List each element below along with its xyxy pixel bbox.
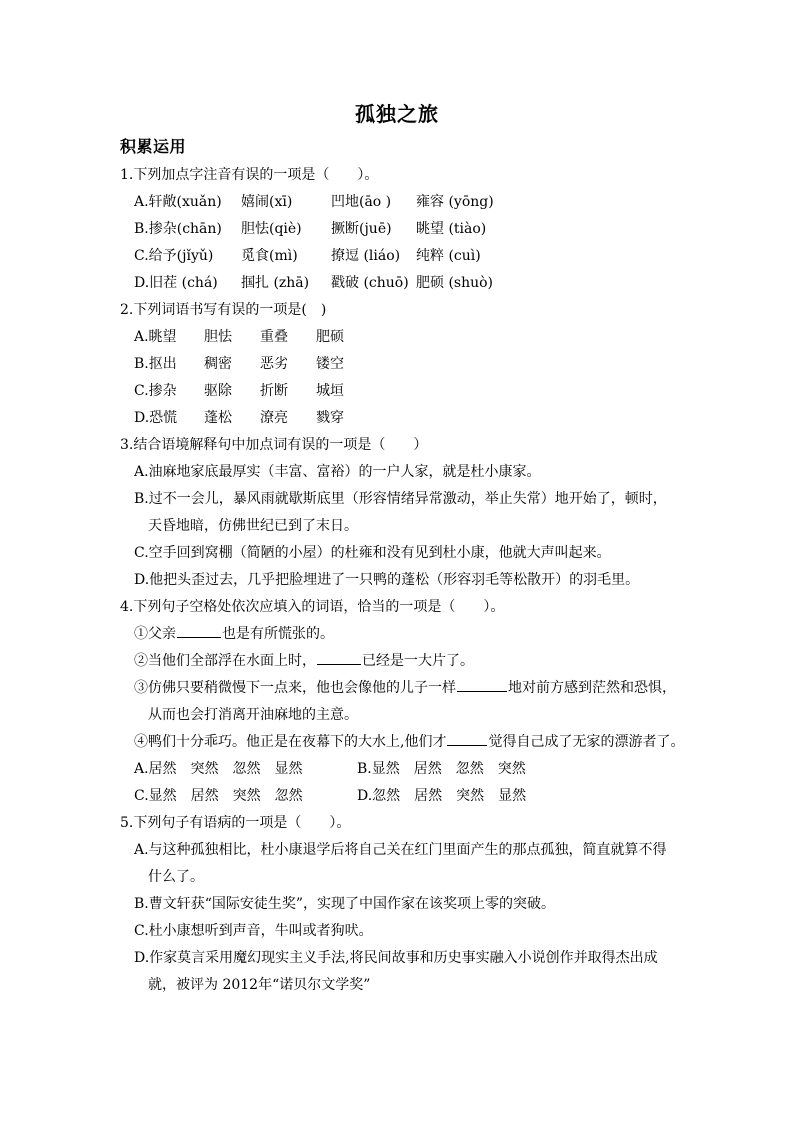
question-4 [120,594,685,810]
option-row-d [134,405,680,432]
option-row-b [134,351,680,378]
option-item: 折断 [260,383,288,399]
option-item: 眺望 (tiào) [416,221,487,237]
sentence-3-cont: 从而也会打消离开油麻地的主意。 [148,707,358,723]
option-item: 掴扎 (zhā) [241,275,310,291]
section-heading: 积累运用 [120,137,187,156]
option-item: 胆怯 [204,329,232,345]
option-item: 肥硕 (shuò) [416,275,494,291]
question-stem: 4.下列句子空格处依次应填入的词语，恰当的一项是（ ）。 [120,599,505,615]
option-item: C.给予(jǐyǔ) [134,248,214,264]
question-stem: 5.下列句子有语病的一项是（ ）。 [120,815,351,831]
option-d: D.作家莫言采用魔幻现实主义手法,将民间故事和历史事实融入小说创作并取得杰出成就，被评为 2012年“诺贝尔文学奖” [134,950,658,993]
question-3 [120,432,680,594]
option-item: 戮穿 [316,410,344,426]
option-row-c [134,378,680,405]
sentence-text: ②当他们全部浮在水面上时， [134,653,316,669]
option-item: C.掺杂 [134,383,177,399]
option-a: A.与这种孤独相比，杜小康退学后将自己关在红门里面产生的那点孤独，简直就算不得什么了。 [134,842,667,885]
option-item: 胆怯(qiè) [241,221,302,237]
question-stem: 1.下列加点字注音有误的一项是（ ）。 [120,167,379,183]
fill-blank [447,731,487,746]
question-1 [120,162,680,297]
sentence-4 [134,729,685,756]
page-title: 孤独之旅 [355,102,439,126]
option-item: 戳破 (chuō) [331,275,409,291]
question-5 [120,810,680,999]
fill-blank [177,623,221,638]
option-item: B.掺杂(chān) [134,221,222,237]
option-item: 蓬松 [204,410,232,426]
option-item: 凹地(āo ) [331,194,392,210]
option-item: 撩逗 (liáo) [331,248,401,264]
option-b: B.过不一会儿，暴风雨就歇斯底里（形容情绪异常激动，举止失常）地开始了，顿时，天昏地暗，仿佛世纪已到了末日。 [134,491,667,534]
option-item: 觅食(mì) [241,248,298,264]
option-item: 纯粹 (cuì) [416,248,481,264]
sentence-text: ④鸭们十分乖巧。他正是在夜幕下的大水上,他们才 [134,734,447,750]
option-row-b [134,216,680,243]
option-item: A.轩敞(xuǎn) [134,194,222,210]
option-c: C.空手回到窝棚（简陋的小屋）的杜雍和没有见到杜小康，他就大声叫起来。 [134,545,611,561]
option-item: 嬉闹(xī) [241,194,293,210]
option-c: C.显然 居然 突然 忽然 [134,788,303,804]
option-d: D.他把头歪过去，几乎把脸埋进了一只鸭的蓬松（形容羽毛等松散开）的羽毛里。 [134,572,640,588]
option-item: D.旧茬 (chá) [134,275,218,291]
option-item: A.眺望 [134,329,177,345]
option-row-c [134,243,680,270]
option-item: 撅断(juē) [331,221,392,237]
option-b: B.曹文轩获“国际安徒生奖”，实现了中国作家在该奖项上零的突破。 [134,896,556,912]
option-item: 恶劣 [260,356,288,372]
option-item: 镂空 [316,356,344,372]
sentence-text: ③仿佛只要稍微慢下一点来，他也会像他的儿子一样 [134,680,456,696]
option-item: 城垣 [316,383,344,399]
option-row-a [134,324,680,351]
sentence-text: ①父亲 [134,626,176,642]
sentence-3 [134,675,680,702]
option-row-d [134,270,680,297]
option-d: D.忽然 居然 突然 显然 [357,788,527,804]
sentence-text: 地对前方感到茫然和恐惧， [508,680,676,696]
question-stem: 3.结合语境解释句中加点词有误的一项是（ ） [120,437,428,453]
option-row-ab [134,756,680,783]
sentence-text: 觉得自己成了无家的漂游者了。 [488,734,685,750]
option-item: 肥硕 [316,329,344,345]
question-list [120,162,685,999]
question-2 [120,297,680,432]
question-stem: 2.下列词语书写有误的一项是( ) [120,302,327,318]
sentence-text: 已经是一大片了。 [362,653,474,669]
fill-blank [317,650,361,665]
option-item: 驱除 [204,383,232,399]
fill-blank [457,677,507,692]
option-a: A.油麻地家底最厚实（丰富、富裕）的一户人家，就是杜小康家。 [134,464,541,480]
option-item: 潦亮 [260,410,288,426]
option-a: A.居然 突然 忽然 显然 [134,761,303,777]
sentence-text: 也是有所慌张的。 [222,626,334,642]
option-item: B.抠出 [134,356,177,372]
option-b: B.显然 居然 忽然 突然 [357,761,526,777]
option-row-a [134,189,680,216]
option-row-cd [134,783,680,810]
sentence-1 [134,621,680,648]
option-item: 重叠 [260,329,288,345]
option-item: D.恐慌 [134,410,178,426]
option-item: 稠密 [204,356,232,372]
sentence-2 [134,648,680,675]
option-c: C.杜小康想听到声音，牛叫或者狗吠。 [134,923,373,939]
option-item: 雍容 (yōng) [416,194,494,210]
